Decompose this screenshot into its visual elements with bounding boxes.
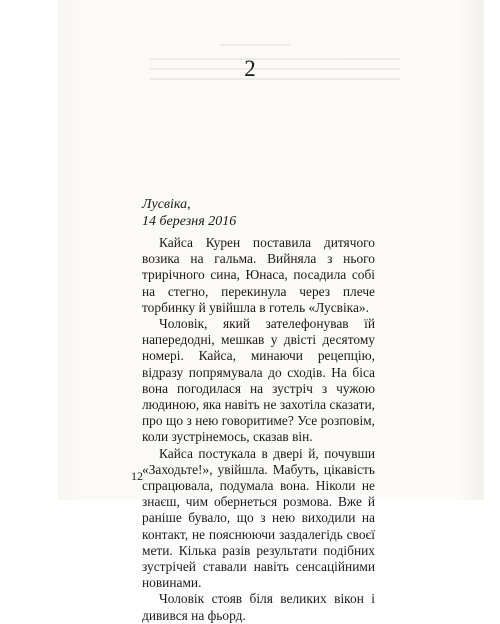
paragraph: Чоловік, який зателефонував їй напередодні, мешкав у двісті десятому номері. Кайса, минаючи рецепцію, відразу попрямувала до сходів. На біса вона погодилася на зустріч з чужою людиною, яка навіть не захотіла сказати, про що з нею говоритиме? Усе розповім, коли зустрінемось, сказав він. xyxy=(142,316,375,445)
paragraph: Кайса Курен поставила дитячого возика на гальма. Вийняла з нього трирічного сина, Юнаса, посадила собі на стегно, перекинула через плече торбинку й увійшла в готель «Лусвіка». xyxy=(142,235,375,315)
chapter-number: 2 xyxy=(244,56,256,81)
place-date-heading xyxy=(142,196,236,230)
paragraph: Чоловік стояв біля великих вікон і дивився на фьорд. xyxy=(142,591,375,623)
page-number: 12 xyxy=(131,469,143,483)
bleed-line xyxy=(220,44,290,46)
place-name: Лусвіка, xyxy=(142,197,191,212)
chapter-body xyxy=(142,235,375,624)
paragraph: Кайса постукала в двері й, почувши «Заходьте!», увійшла. Мабуть, цікавість спрацювала, подумала вона. Ніколи не знаєш, чим обернеться розмова. Вже й раніше бувало, що з нею виходили на контакт, не пояснюючи заздалегідь своєї мети. Кілька разів результати подібних зустрічей ставали навіть сенсаційними новинами. xyxy=(142,445,375,591)
date-line: 14 березня 2016 xyxy=(142,214,237,229)
